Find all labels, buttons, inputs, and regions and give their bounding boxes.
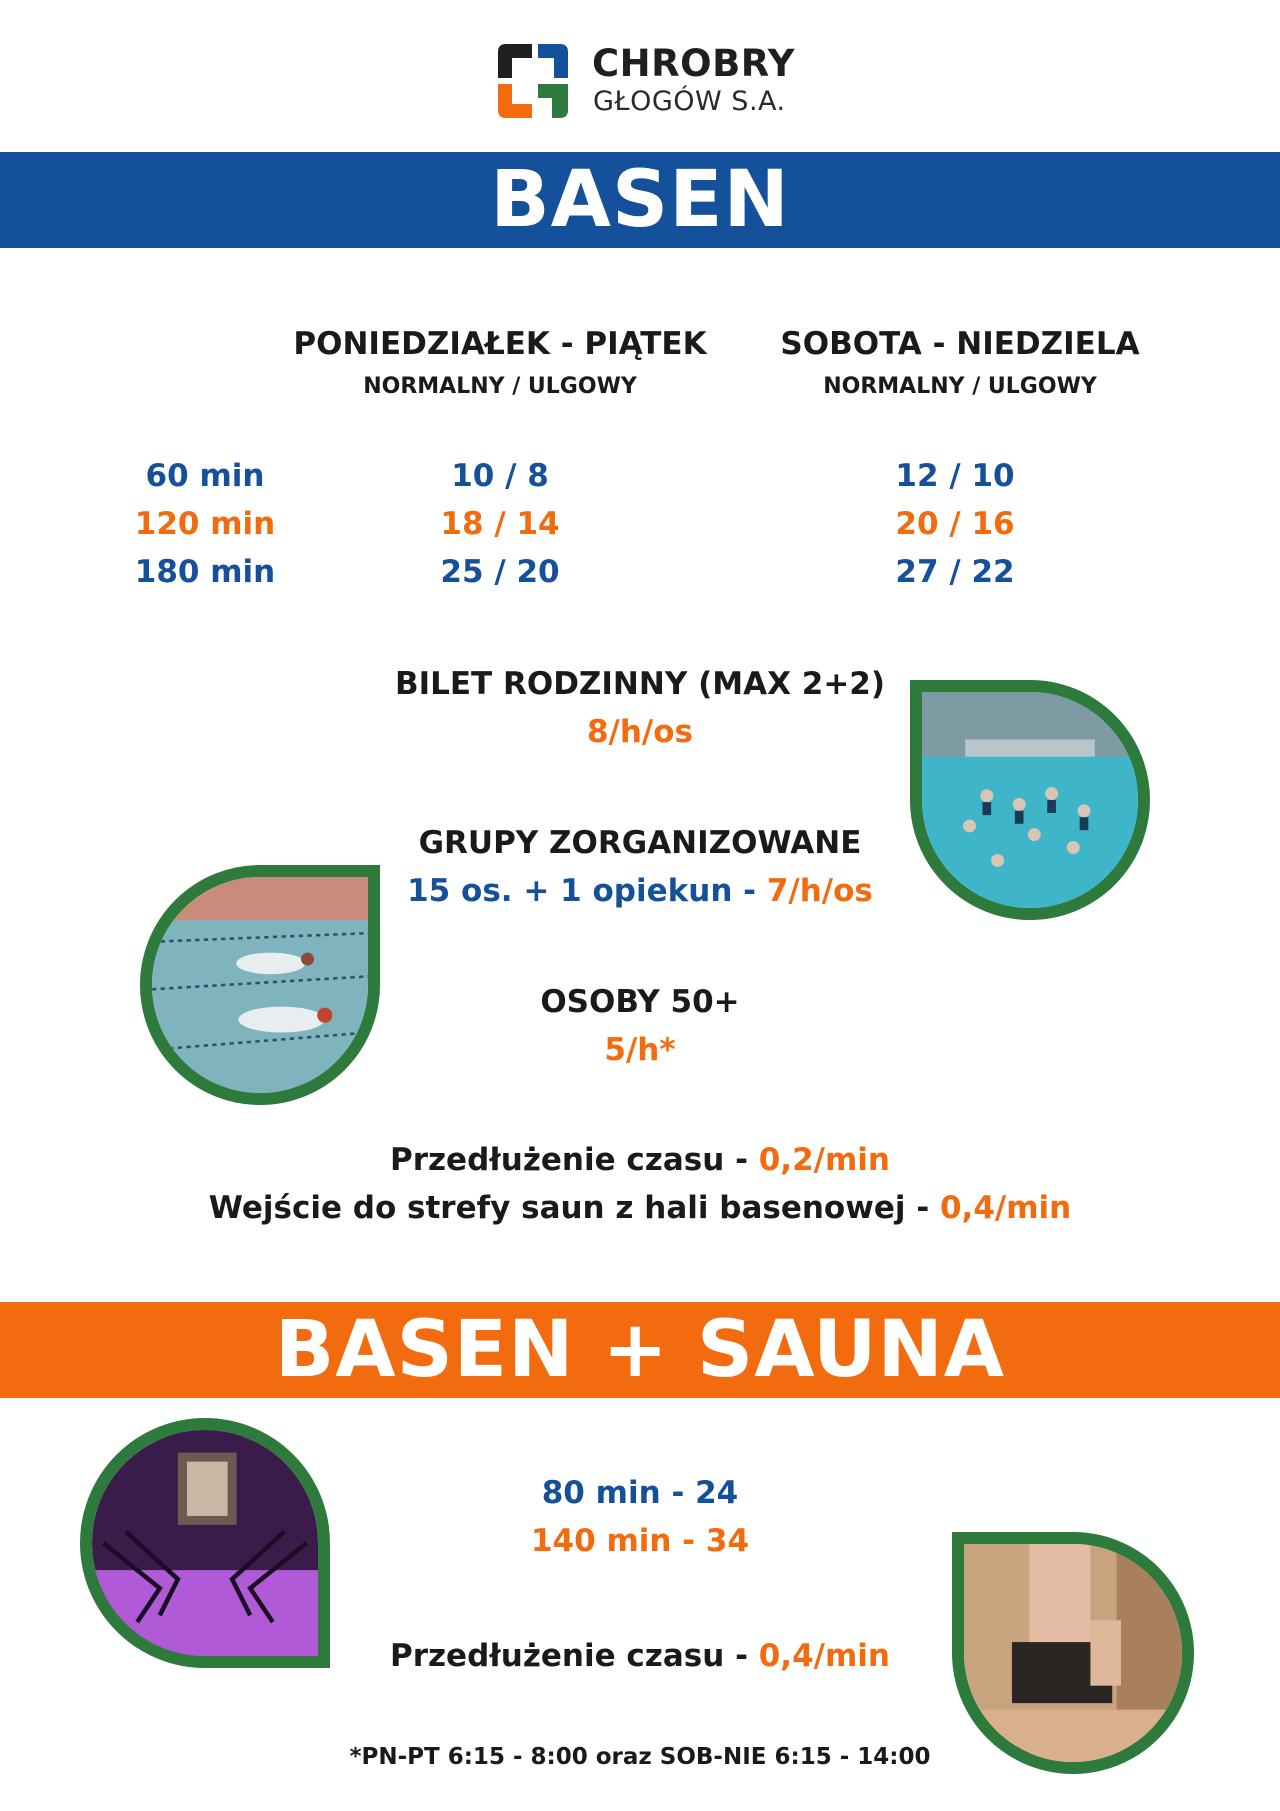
weekday-price-cell: 10 / 8 [451,458,549,494]
sauna-entry-label: Wejście do strefy saun z hali basenowej [208,1190,906,1226]
extension-price: 0,2/min [758,1142,890,1178]
duration-cell: 180 min [134,554,276,590]
sauna-extension-label: Przedłużenie czasu [390,1638,725,1674]
sauna-entry-price: 0,4/min [939,1190,1072,1226]
sauna-person-photo [952,1532,1194,1774]
groups-separator: - [732,873,767,909]
logo-name: CHROBRY [592,42,796,85]
swimmers-photo [140,865,380,1105]
extension-separator: - [724,1142,759,1178]
groups-label: GRUPY ZORGANIZOWANE [418,825,862,861]
weekday-subheading: NORMALNY / ULGOWY [363,374,637,399]
price-table-weekday [400,452,600,596]
logo [492,38,796,128]
chrobry-logo-icon [492,38,574,124]
sauna-price-80: 80 min - 24 [541,1475,739,1511]
weekend-price-cell: 27 / 22 [895,554,1015,590]
family-ticket-label: BILET RODZINNY (MAX 2+2) [394,666,886,702]
weekday-price-cell: 18 / 14 [440,506,560,542]
weekend-heading: SOBOTA - NIEDZIELA [780,326,1140,362]
weekday-heading: PONIEDZIAŁEK - PIĄTEK [293,326,707,362]
section-banner-basen [0,152,1280,248]
aqua-aerobics-photo [910,680,1150,920]
sauna-entry-line [140,1190,1140,1226]
seniors-price: 5/h* [604,1032,676,1068]
section-banner-basen-sauna [0,1302,1280,1398]
price-table-weekend [855,452,1055,596]
sauna-relax-room-photo [80,1418,330,1668]
sauna-extension-separator: - [724,1638,759,1674]
weekend-price-cell: 12 / 10 [895,458,1015,494]
weekday-price-cell: 25 / 20 [440,554,560,590]
section-title-basen-sauna: BASEN + SAUNA [274,1305,1006,1395]
family-ticket-price: 8/h/os [586,714,694,750]
duration-cell: 60 min [145,458,265,494]
weekend-price-cell: 20 / 16 [895,506,1015,542]
groups-price-line [340,873,940,909]
sauna-extension-line [240,1638,1040,1674]
sauna-price-140: 140 min - 34 [530,1523,750,1559]
footnote: *PN-PT 6:15 - 8:00 oraz SOB-NIE 6:15 - 14:00 [349,1744,931,1770]
extension-label: Przedłużenie czasu [390,1142,725,1178]
seniors-label: OSOBY 50+ [540,984,740,1020]
weekend-subheading: NORMALNY / ULGOWY [823,374,1097,399]
groups-price: 7/h/os [766,873,873,909]
section-title-basen: BASEN [490,155,790,245]
extension-line [140,1142,1140,1178]
sauna-entry-separator: - [905,1190,940,1226]
groups-detail: 15 os. + 1 opiekun [407,873,733,909]
logo-subtitle: GŁOGÓW S.A. [593,86,786,117]
duration-cell: 120 min [134,506,276,542]
sauna-extension-price: 0,4/min [758,1638,890,1674]
price-table-durations [60,452,350,596]
